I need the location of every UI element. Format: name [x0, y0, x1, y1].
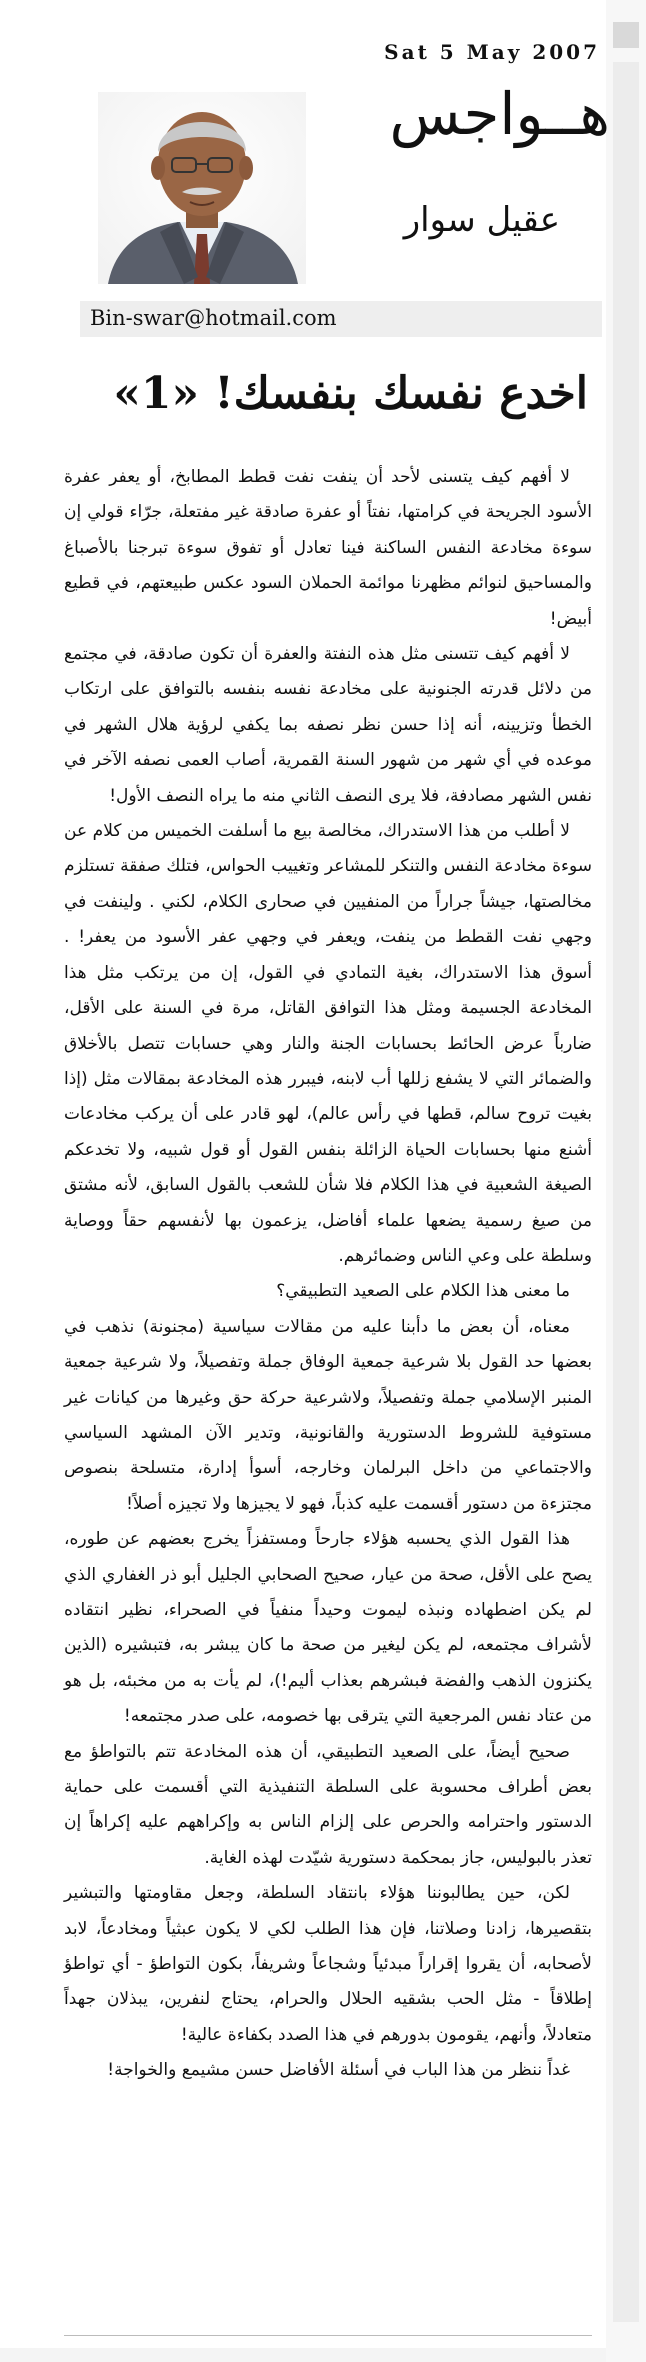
vertical-scrollbar[interactable] — [606, 0, 646, 2362]
article-body — [64, 460, 592, 2089]
article-paragraph: هذا القول الذي يحسبه هؤلاء جارحاً ومستفزاً يخرج بعضهم عن طوره، يصح على الأقل، صحة من عيار، صحيح الصحابي الجليل أبو ذر الغفاري الذي لم يكن اضطهاده ونبذه ليموت وحيداً منفياً في الصحراء، نظير انتقاده لأشراف مجتمعه، لم يكن ليغير من صحة ما كان يبشر به، فتبشيره (الذين يكنزون الذهب والفضة فبشرهم بعذاب أليم!)، لم يأت به من مخبئه، بل هو من عتاد نفس المرجعية التي يترقى بها خصومه، على صدر مجتمعه! — [64, 1529, 592, 1727]
email-bar — [80, 301, 602, 337]
author-portrait-icon — [98, 92, 306, 284]
column-name: هــواجس — [389, 80, 610, 148]
scrollbar-thumb[interactable] — [613, 62, 639, 2322]
bottom-divider — [64, 2335, 592, 2336]
scroll-up-button[interactable] — [613, 22, 639, 48]
author-photo — [98, 92, 306, 284]
article-paragraph: لكن، حين يطالبوننا هؤلاء بانتقاد السلطة، وجعل مقاومتها والتبشير بتقصيرها، زادنا وصلاتنا، فإن هذا الطلب لكي لا يكون عبثياً ومخادعاً، لابد لأصحابه، أن يقروا إقراراً مبدئياً وشجاعاً وشريفاً، بكون التواطؤ - أي تواطؤ إطلاقاً - مثل الحب بشقيه الحلال والحرام، يحتاج لنفرين، يبذلان جهداً متعادلاً، وأنهم، يقومون بدورهم في هذا الصدد بكفاءة عالية! — [64, 1883, 592, 2045]
article-paragraph: لا أفهم كيف يتسنى لأحد أن ينفت نفت قطط المطابخ، أو يعفر عفرة الأسود الجريحة في كرامتها، نفتاً أو عفرة صادقة غير مفتعلة، جرّاء قولي إن سوءة مخادعة النفس الساكنة فينا تعادل أو تفوق سوءة تبرجنا بالأصباغ والمساحيق لنوائم مظهرنا موائمة الحملان السود عكس طبيعتهم، في قطيع أبيض! — [64, 467, 592, 629]
article-paragraph: ما معنى هذا الكلام على الصعيد التطبيقي؟ — [276, 1281, 570, 1302]
author-name: عقيل سوار — [403, 200, 560, 240]
article-title: اخدع نفسك بنفسك! «1» — [113, 368, 588, 419]
article-paragraph: صحيح أيضاً، على الصعيد التطبيقي، أن هذه المخادعة تتم بالتواطؤ مع بعض أطراف محسوبة على السلطة التنفيذية التي أقسمت على حماية الدستور واحترامه والحرص على إلزام الناس به وإكراههم عليه إكراهاً إن تعذر بالبوليس، جاز بمحكمة دستورية شيّدت لهذه الغاية. — [64, 1741, 592, 1868]
article-paragraph: معناه، أن بعض ما دأبنا عليه من مقالات سياسية (مجنونة) نذهب في بعضها حد القول بلا شرعية جمعية الوفاق جملة وتفصيلاً، ولا شرعية جمعية المنبر الإسلامي جملة وتفصيلاً، ولاشرعية حركة حق وغيرها من كيانات غير مستوفية للشروط الدستورية والقانونية، وتدير الآن المشهد السياسي والاجتماعي من داخل البرلمان وخارجه، أسوأ إدارة، متسلحة بنصوص مجتزءة من دستور أقسمت عليه كذباً، فهو لا يجيزها ولا تجيزه أصلاً! — [64, 1316, 592, 1514]
article-paragraph: لا أفهم كيف تتسنى مثل هذه النفتة والعفرة أن تكون صادقة، في مجتمع من دلائل قدرته الجنونية على مخادعة نفسه بنفسه بالتوافق على ارتكاب الخطأ وتزيينه، أنه إذا حسن نظر نصفه بما يكفي لرؤية هلال الشهر في موعده في أي شهر من شهور السنة القمرية، أصاب العمى نصفه الآخر في نفس الشهر مصادفة، فلا يرى النصف الثاني منه ما يراه النصف الأول! — [64, 644, 592, 806]
issue-date: Sat 5 May 2007 — [384, 40, 600, 64]
article-paragraph: لا أطلب من هذا الاستدراك، مخالصة بيع ما أسلفت الخميس من كلام عن سوءة مخادعة النفس والتنكر للمشاعر وتغييب الحواس، فتلك صفقة تستلزم مخالصتها، جيشاً جراراً من المنفيين في صحارى الكلام، لكني . ولينفت في وجهي نفت القطط من ينفت، ويعفر في وجهي عفر الأسود من يعفر! . أسوق هذا الاستدراك، بغية التمادي في القول، إن من يرتكب مثل هذا المخادعة الجسيمة ومثل هذا التوافق القاتل، مرة في السنة على الأقل، ضارباً عرض الحائط بحسابات الجنة والنار وهي حسابات تتصل بالأخلاق والضمائر التي لا يشفع زللها أب لابنه، فيبرر هذه المخادعة بمقالات مثل (إذا بغيت تروح سالم، قطها في رأس عالم)، لهو قادر على أن يركب مخادعات أشنع منها بحسابات الحياة الزائلة بنفس القول أو قول شبيه، ولا تخدعكم الصيغة الشعبية في هذا الكلام فلا شأن للشعب بالقول السابق، لأنه مشتق من صيغ رسمية يضعها علماء أفاضل، يزعمون بها لأنفسهم حقاً ووصاية وسلطة على وعي الناس وضمائرهم. — [64, 821, 592, 1266]
article-paragraph: غداً ننظر من هذا الباب في أسئلة الأفاضل حسن مشيمع والخواجة! — [107, 2060, 570, 2081]
author-email-link[interactable]: Bin-swar@hotmail.com — [90, 306, 337, 330]
horizontal-scrollbar[interactable] — [0, 2348, 606, 2362]
